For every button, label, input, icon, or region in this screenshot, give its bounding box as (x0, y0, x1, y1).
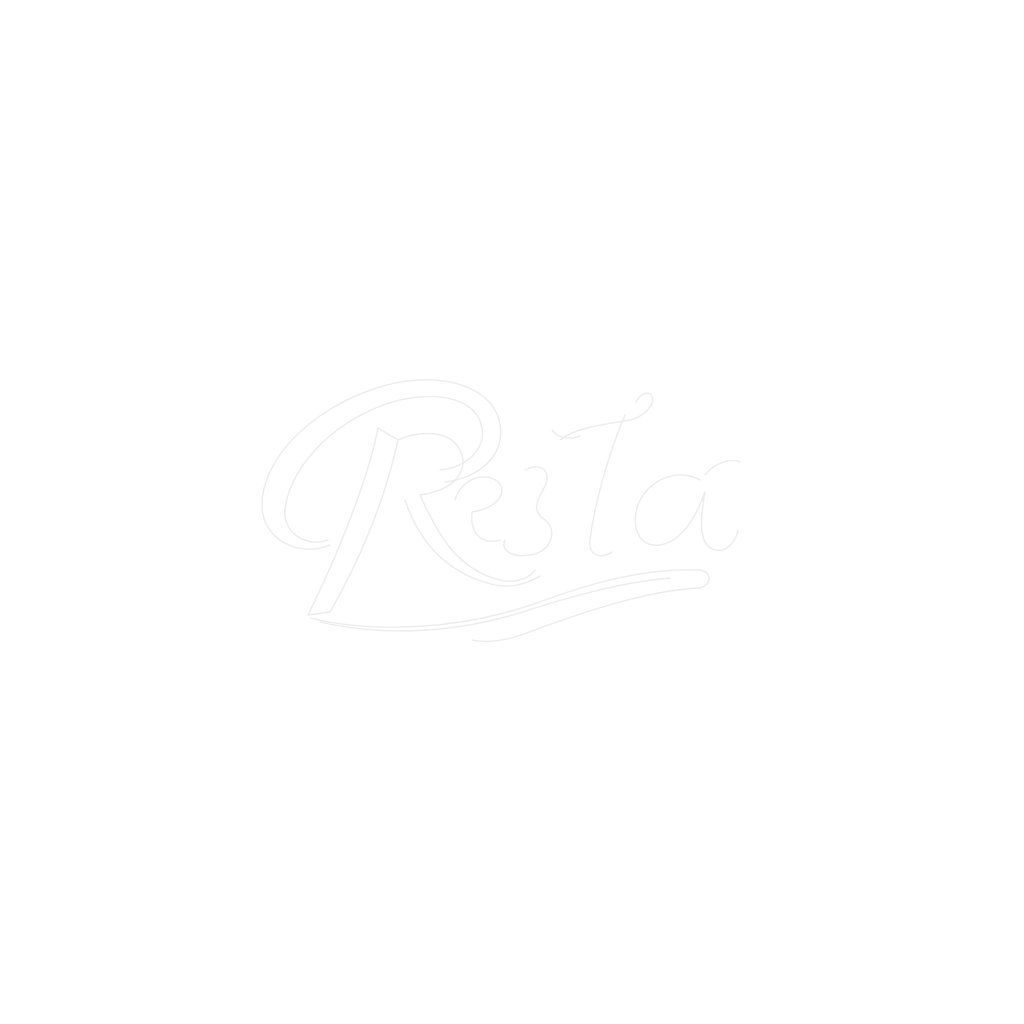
logo-underline-swash-inner (320, 578, 670, 631)
logo-letter-s (504, 467, 552, 556)
logo-r-loop (398, 433, 535, 581)
logo-r-stem (308, 428, 398, 615)
logo-script-lettering (250, 370, 750, 660)
logo-a-top (705, 461, 740, 475)
logo-r-swirl-inner (285, 396, 483, 542)
logo-letter-a (635, 475, 738, 550)
logo-letter-e (455, 477, 502, 541)
logo-letter-t (590, 415, 625, 556)
brand-logo (250, 370, 750, 660)
logo-t-crossbar (560, 393, 653, 440)
